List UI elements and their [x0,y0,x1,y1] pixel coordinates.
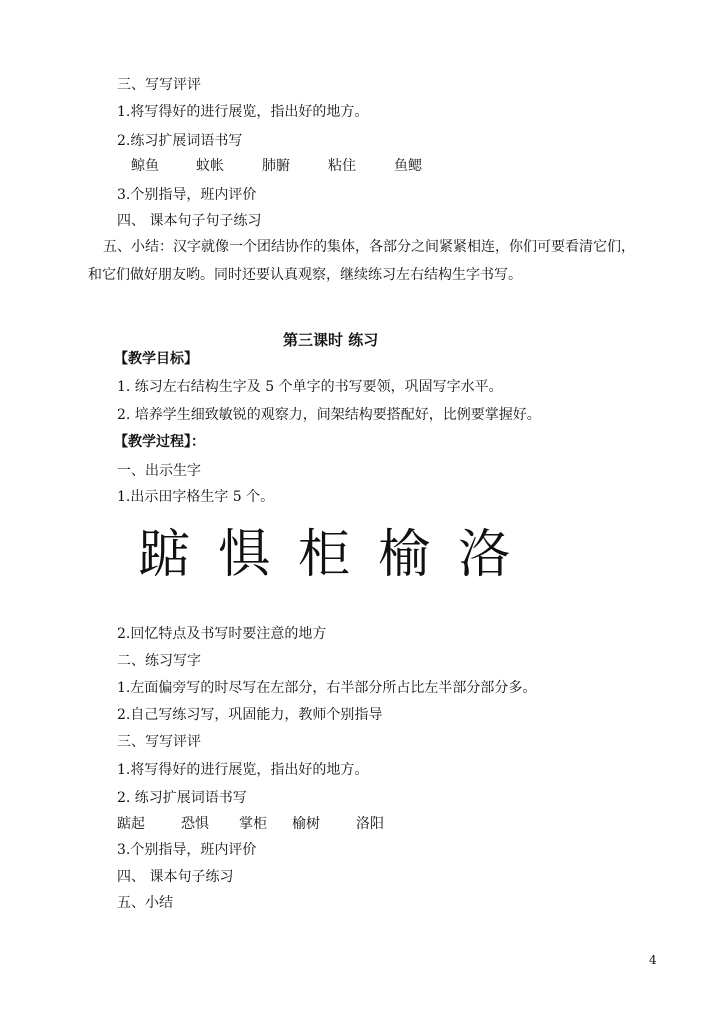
large-character: 榆 [378,525,431,585]
large-character: 踮 [138,525,191,585]
large-character: 惧 [218,525,271,585]
word-item: 鱼鳃 [394,158,422,174]
text-line: 2.自己写练习写，巩固能力，教师个别指导 [117,707,383,723]
text-line: 三、写写评评 [117,734,201,750]
word-item: 肺腑 [262,158,290,174]
process-heading: 【教学过程】： [114,434,205,450]
text-line: 2.回忆特点及书写时要注意的地方 [117,626,327,642]
summary-line: 五、小结：汉字就像一个团结协作的集体，各部分之间紧紧相连，你们可要看清它们， [103,239,635,255]
large-character: 洛 [458,525,511,585]
word-item: 踮起 [117,816,145,832]
text-line: 2. 练习扩展词语书写 [117,790,247,806]
large-character: 柜 [298,525,351,585]
word-item: 榆树 [292,816,320,832]
word-item: 恐惧 [181,816,209,832]
text-line: 3.个别指导，班内评价 [117,842,257,858]
text-line: 四、 课本句子句子练习 [117,213,262,229]
text-line: 3.个别指导，班内评价 [117,187,257,203]
text-line: 2.练习扩展词语书写 [117,133,243,149]
word-item: 掌柜 [239,816,267,832]
word-item: 洛阳 [356,816,384,832]
page-number: 4 [649,953,657,967]
section-heading-review: 三、写写评评 [117,77,201,93]
text-line: 1.出示田字格生字 5 个。 [117,489,275,505]
goal-item: 2. 培养学生细致敏锐的观察力，间架结构要搭配好，比例要掌握好。 [117,407,541,423]
text-line: 五、小结 [117,895,173,911]
summary-line: 和它们做好朋友哟。同时还要认真观察，继续练习左右结构生字书写。 [88,267,522,283]
word-item: 粘住 [328,158,356,174]
goal-item: 1. 练习左右结构生字及 5 个单字的书写要领，巩固写字水平。 [117,379,503,395]
lesson-title: 第三课时 练习 [283,331,379,349]
goals-heading: 【教学目标】 [114,351,198,367]
text-line: 四、 课本句子练习 [117,869,234,885]
text-line: 二、练习写字 [117,653,201,669]
large-characters [138,525,538,585]
word-item: 蚊帐 [196,158,224,174]
text-line: 1.将写得好的进行展览，指出好的地方。 [117,104,369,120]
text-line: 1.左面偏旁写的时尽写在左部分，右半部分所占比左半部分部分多。 [117,680,537,696]
word-item: 鲸鱼 [131,158,159,174]
text-line: 1.将写得好的进行展览，指出好的地方。 [117,762,369,778]
text-line: 一、出示生字 [117,463,201,479]
